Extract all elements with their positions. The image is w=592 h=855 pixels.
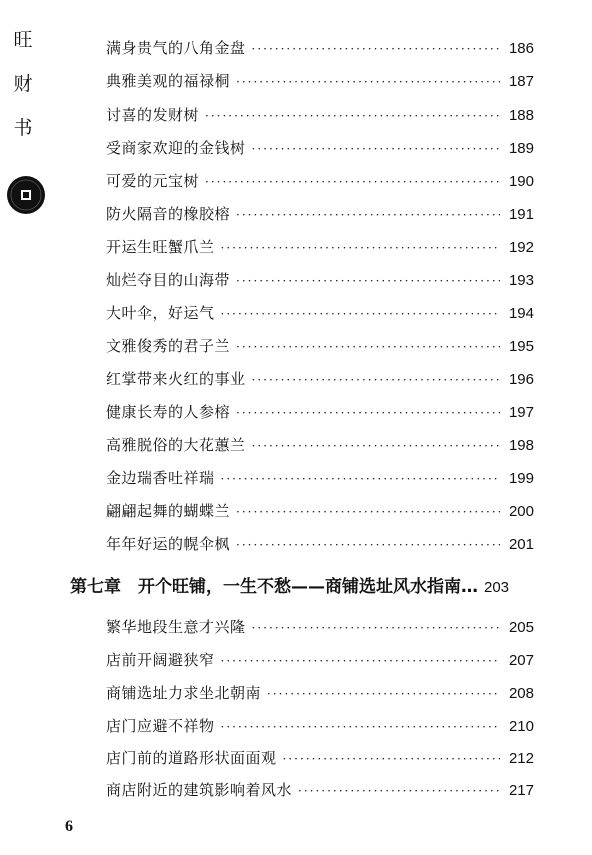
toc-entry[interactable] <box>106 682 534 704</box>
toc-entry-page: 191 <box>508 206 534 223</box>
toc-entry[interactable] <box>106 434 534 456</box>
toc-entry-title: 翩翩起舞的蝴蝶兰 <box>106 502 231 520</box>
toc-entry-page: 193 <box>508 272 534 289</box>
toc-entry-title: 店前开阔避狭窄 <box>106 651 215 669</box>
toc-entry-page: 188 <box>508 107 534 124</box>
dot-leader <box>221 650 500 672</box>
toc-entry[interactable] <box>106 269 534 291</box>
dot-leader <box>252 435 500 457</box>
page-number: 6 <box>65 818 73 835</box>
dot-leader <box>236 71 500 93</box>
dot-leader <box>252 38 500 60</box>
dot-leader <box>221 303 500 325</box>
toc-entry-title: 可爱的元宝树 <box>106 172 200 190</box>
toc-entry-page: 208 <box>508 685 534 702</box>
toc-entry[interactable] <box>106 401 534 423</box>
dot-leader <box>221 716 500 738</box>
side-title-char: 旺 <box>13 29 33 51</box>
chapter-title: 第七章 开个旺铺，一生不愁——商铺选址风水指南… <box>70 577 478 597</box>
toc-entry-page: 196 <box>508 371 534 388</box>
toc-entry-title: 受商家欢迎的金钱树 <box>106 139 246 157</box>
toc-entry-title: 开运生旺蟹爪兰 <box>106 238 215 256</box>
toc-entry-page: 194 <box>508 305 534 322</box>
dot-leader <box>236 402 500 424</box>
toc-entry[interactable] <box>106 37 534 59</box>
toc-entry-title: 年年好运的幌伞枫 <box>106 535 231 553</box>
toc-entry[interactable] <box>106 203 534 225</box>
dot-leader <box>252 617 500 639</box>
toc-entry-page: 205 <box>508 619 534 636</box>
toc-entry-title: 典雅美观的福禄桐 <box>106 72 231 90</box>
dot-leader <box>267 683 500 705</box>
toc-entry[interactable] <box>106 170 534 192</box>
chapter-page: 203 <box>484 579 510 596</box>
dot-leader <box>205 105 500 127</box>
dot-leader <box>236 204 500 226</box>
toc-entry-title: 文雅俊秀的君子兰 <box>106 337 231 355</box>
toc-entry-title: 健康长寿的人参榕 <box>106 403 231 421</box>
toc-entry-page: 186 <box>508 40 534 57</box>
toc-entry[interactable] <box>106 779 534 801</box>
dot-leader <box>283 748 500 770</box>
toc-entry-title: 防火隔音的橡胶榕 <box>106 205 231 223</box>
toc-entry-page: 217 <box>508 782 534 799</box>
dot-leader <box>221 237 500 259</box>
toc-entry[interactable] <box>106 70 534 92</box>
side-title <box>12 30 34 162</box>
toc-entry-title: 大叶伞，好运气 <box>106 304 215 322</box>
toc-entry[interactable] <box>106 236 534 258</box>
side-title-char: 财 <box>13 73 33 95</box>
toc-entry-title: 店门前的道路形状面面观 <box>106 749 277 767</box>
toc-entry-title: 商店附近的建筑影响着风水 <box>106 781 293 799</box>
toc-entry-page: 212 <box>508 750 534 767</box>
dot-leader <box>298 780 500 802</box>
dot-leader <box>236 270 500 292</box>
toc-entry-title: 灿烂夺目的山海带 <box>106 271 231 289</box>
dot-leader <box>252 138 500 160</box>
toc-entry-page: 197 <box>508 404 534 421</box>
toc-entry[interactable] <box>106 533 534 555</box>
toc-entry-title: 繁华地段生意才兴隆 <box>106 618 246 636</box>
toc-entry-page: 200 <box>508 503 534 520</box>
chapter-heading[interactable] <box>70 574 534 600</box>
toc-entry-page: 198 <box>508 437 534 454</box>
toc-entry[interactable] <box>106 649 534 671</box>
toc-entry[interactable] <box>106 335 534 357</box>
toc-entry[interactable] <box>106 302 534 324</box>
toc-entry-page: 207 <box>508 652 534 669</box>
toc-entry-title: 店门应避不祥物 <box>106 717 215 735</box>
coin-emblem-icon <box>6 175 46 215</box>
toc-entry-page: 189 <box>508 140 534 157</box>
toc-entry[interactable] <box>106 616 534 638</box>
toc-entry[interactable] <box>106 368 534 390</box>
dot-leader <box>252 369 500 391</box>
toc-entry[interactable] <box>106 104 534 126</box>
dot-leader <box>236 534 500 556</box>
toc-entry-page: 195 <box>508 338 534 355</box>
dot-leader <box>205 171 500 193</box>
toc-entry-title: 商铺选址力求坐北朝南 <box>106 684 262 702</box>
toc-entry-page: 201 <box>508 536 534 553</box>
toc-entry[interactable] <box>106 747 534 769</box>
toc-entry-page: 210 <box>508 718 534 735</box>
toc-entry[interactable] <box>106 137 534 159</box>
toc-entry-title: 满身贵气的八角金盘 <box>106 39 246 57</box>
toc-entry-title: 高雅脱俗的大花蕙兰 <box>106 436 246 454</box>
toc-entry-title: 金边瑞香吐祥瑞 <box>106 469 215 487</box>
toc-entry-page: 190 <box>508 173 534 190</box>
side-title-char: 书 <box>13 117 33 139</box>
toc-entry-page: 192 <box>508 239 534 256</box>
toc-entry[interactable] <box>106 500 534 522</box>
toc-entry-page: 187 <box>508 73 534 90</box>
toc-entry[interactable] <box>106 467 534 489</box>
toc-entry[interactable] <box>106 715 534 737</box>
dot-leader <box>221 468 500 490</box>
dot-leader <box>236 501 500 523</box>
toc-entry-page: 199 <box>508 470 534 487</box>
dot-leader <box>236 336 500 358</box>
toc-entry-title: 红掌带来火红的事业 <box>106 370 246 388</box>
toc-entry-title: 讨喜的发财树 <box>106 106 200 124</box>
